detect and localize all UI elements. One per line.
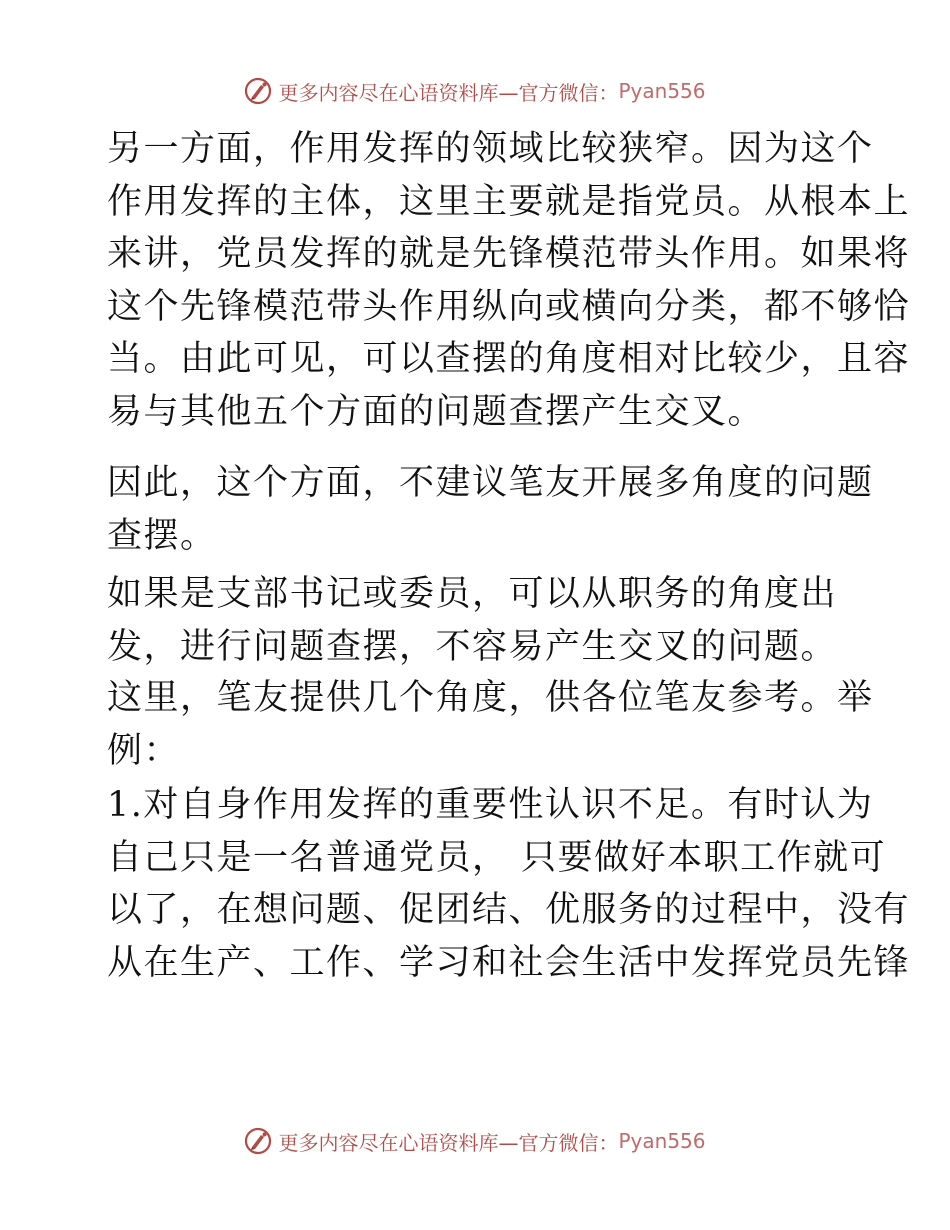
text-line: 查摆。	[107, 515, 217, 556]
text-line: 另一方面，作用发挥的领域比较狭窄。因为这个	[107, 129, 874, 169]
text-line: 从在生产、工作、学习和社会生活中发挥党员先锋	[107, 942, 911, 983]
text-line: 以了，在想问题、促团结、优服务的过程中，没有	[107, 890, 911, 930]
text-line: 例：	[107, 730, 181, 771]
text-line: 易与其他五个方面的问题查摆产生交叉。	[107, 391, 765, 432]
paragraph	[97, 779, 911, 989]
paragraph	[97, 568, 857, 672]
text-line: 来讲，党员发挥的就是先锋模范带头作用。如果将	[107, 234, 911, 274]
paragraph	[97, 123, 911, 457]
text-line: 如果是支部书记或委员，可以从职务的角度出	[107, 574, 838, 614]
wechat-id: Pyan556	[618, 1129, 706, 1153]
text-line: 自己只是一名普通党员， 只要做好本职工作就可	[107, 837, 887, 878]
text-line: 当。由此可见，可以查摆的角度相对比较少，且容	[107, 339, 911, 379]
document-body	[97, 123, 911, 989]
paragraph	[97, 457, 874, 568]
banner-text: 更多内容尽在心语资料库—官方微信：	[278, 1130, 619, 1155]
text-line: 1.对自身作用发挥的重要性认识不足。有时认为	[107, 785, 874, 825]
pen-logo-icon	[244, 77, 272, 105]
text-line: 因此，这个方面，不建议笔友开展多角度的问题	[107, 463, 874, 503]
pen-logo-icon	[244, 1127, 272, 1155]
footer-banner	[0, 1124, 950, 1158]
paragraph	[97, 672, 874, 779]
wechat-id: Pyan556	[618, 79, 706, 103]
banner-text: 更多内容尽在心语资料库—官方微信：	[278, 80, 619, 105]
text-line: 作用发挥的主体，这里主要就是指党员。从根本上	[107, 181, 911, 222]
text-line: 这里，笔友提供几个角度，供各位笔友参考。举	[107, 678, 874, 718]
text-line: 发，进行问题查摆，不容易产生交叉的问题。	[107, 626, 838, 667]
header-banner	[0, 74, 950, 108]
text-line: 这个先锋模范带头作用纵向或横向分类，都不够恰	[107, 286, 911, 327]
